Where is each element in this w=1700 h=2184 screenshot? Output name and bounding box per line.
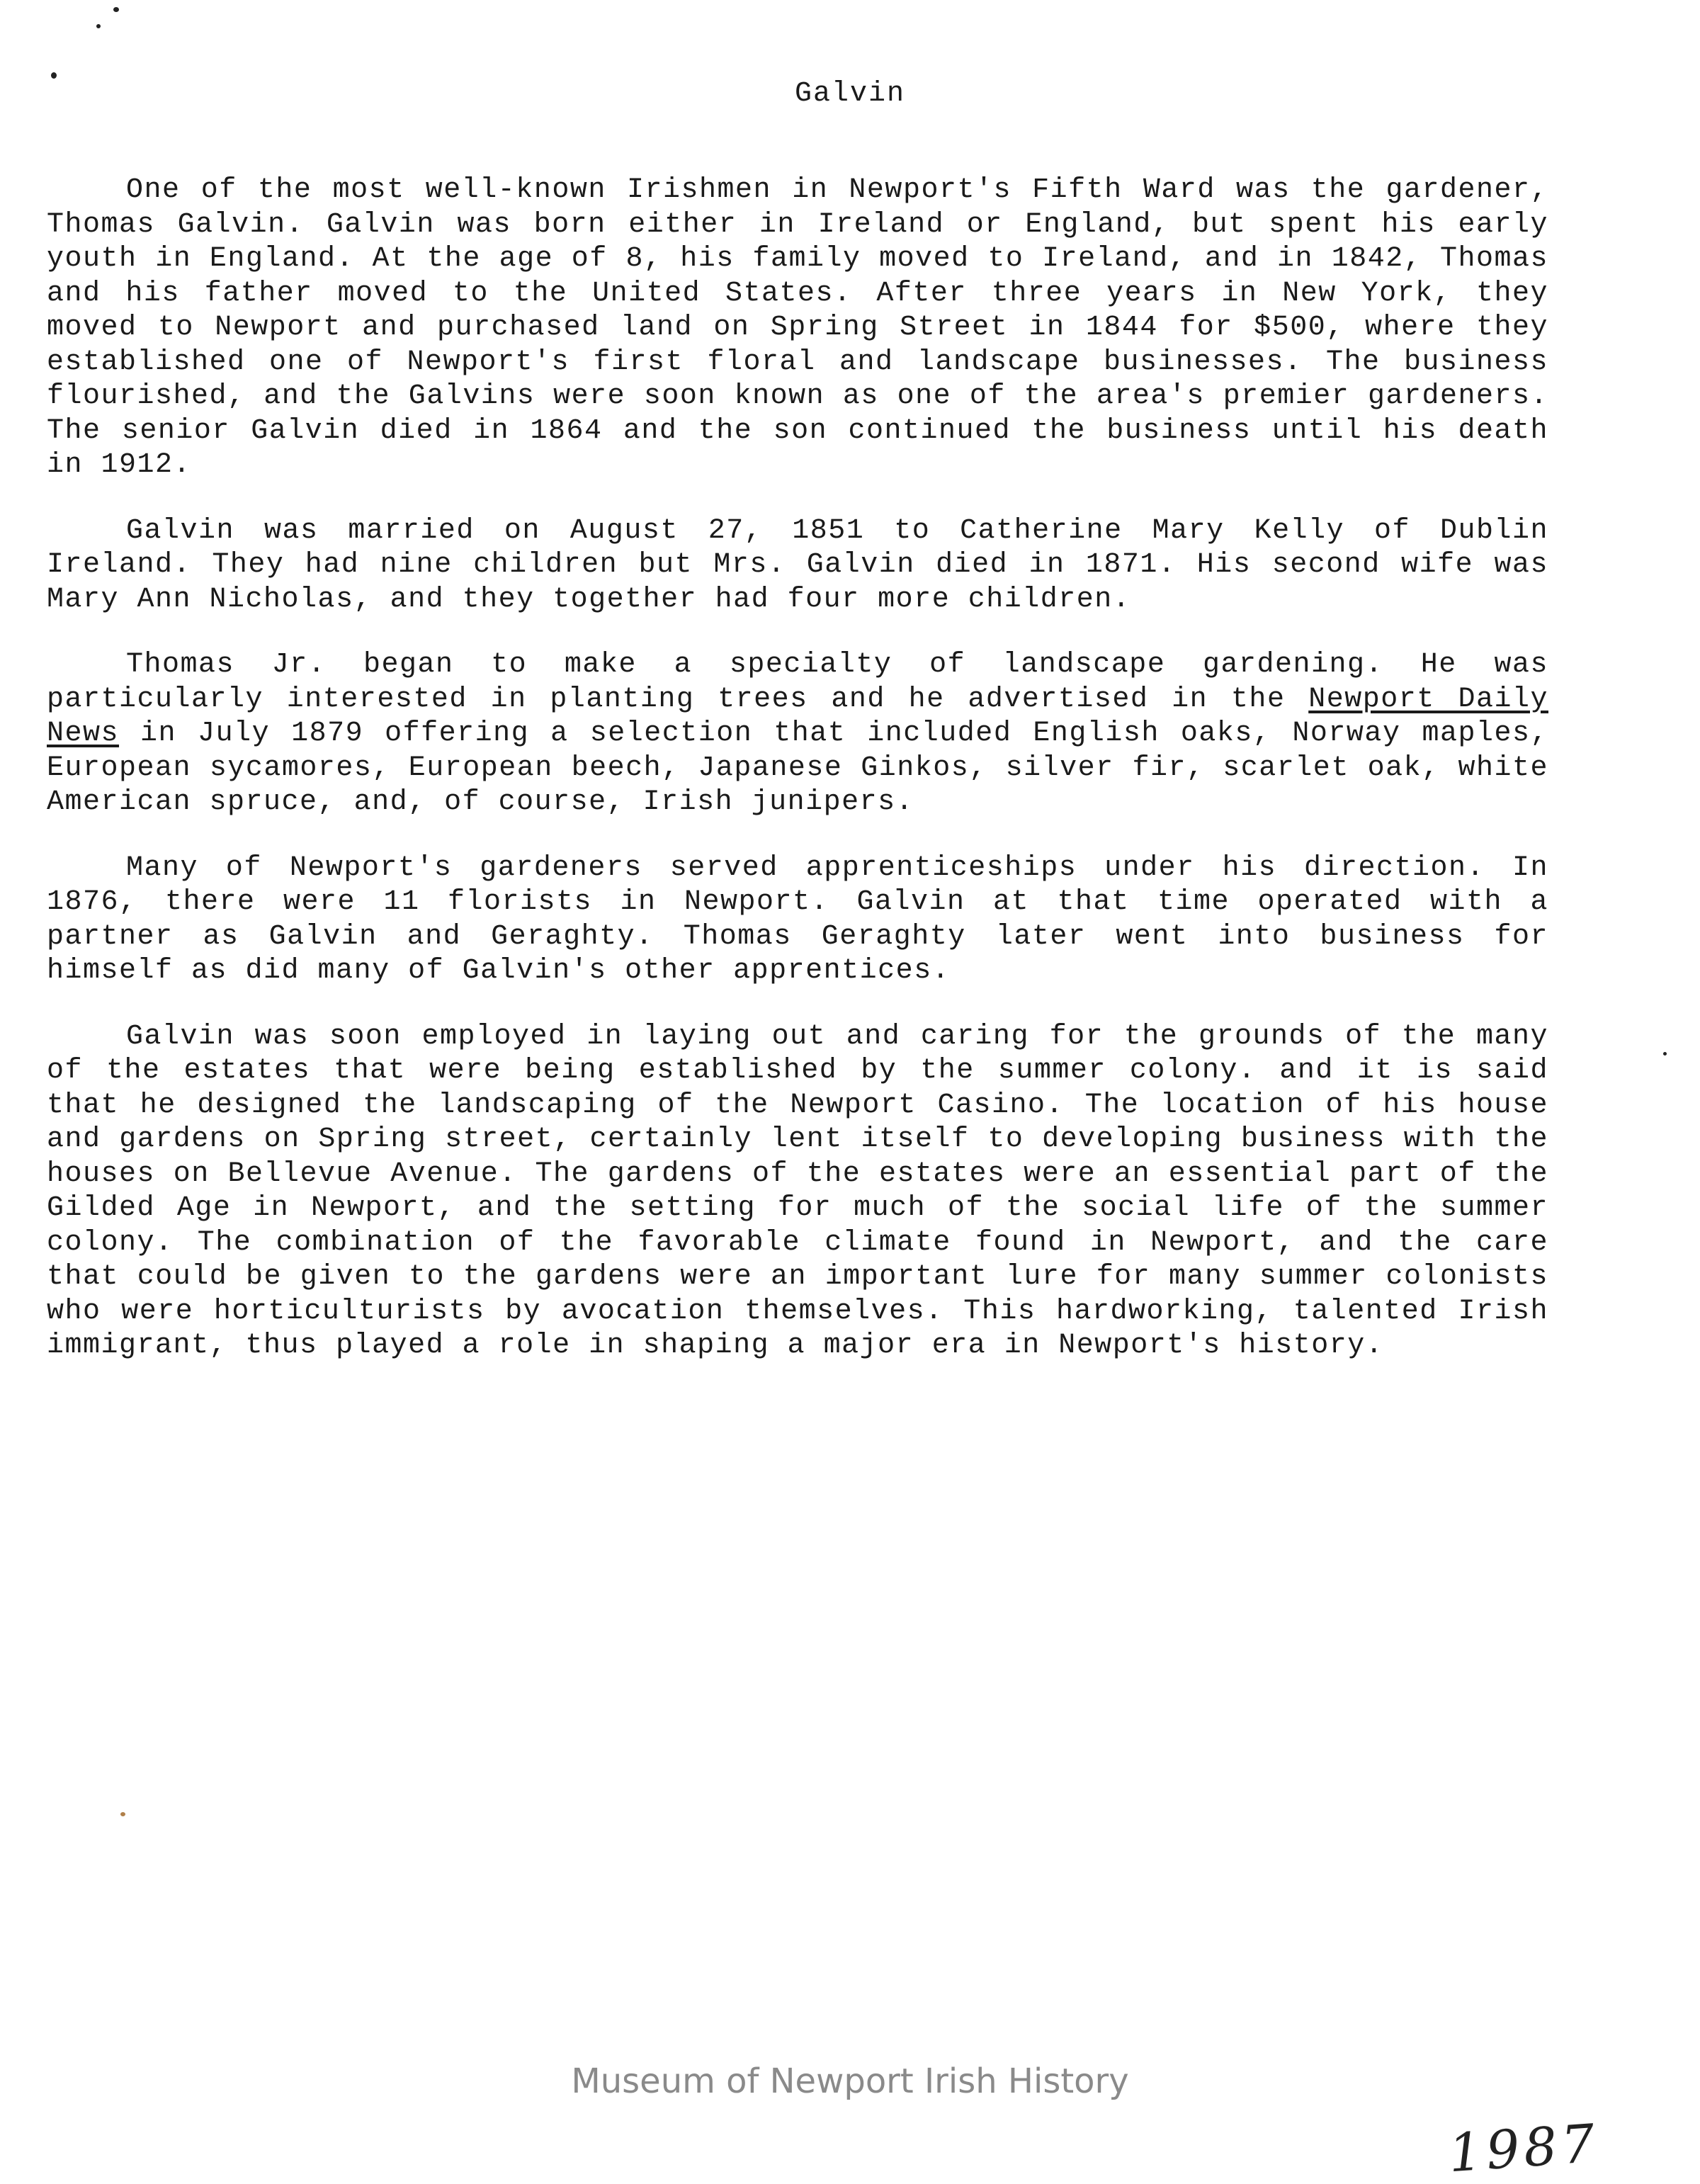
body-paragraph [47, 648, 1548, 820]
paragraph-text: Thomas Jr. began to make a specialty of landscape gardening. He was particularly interested in planting trees and he advertised in the [47, 649, 1548, 715]
paragraph-text: Galvin was soon employed in laying out and caring for the grounds of the many of the estates that were being established by the summer colony. and it is said that he designed the landscaping of the Newport Casino. The location of his house and gardens on Spring street, certainly lent itself to developing business with the houses on Bellevue Avenue. The gardens of the estates were an essential part of the Gilded Age in Newport, and the setting for much of the social life of the summer colony. The combination of the favorable climate found in Newport, and the care that could be given to the gardens were an important lure for many summer colonists who were horticulturists by avocation themselves. This hardworking, talented Irish immigrant, thus played a role in shaping a major era in Newport's history. [47, 1020, 1548, 1362]
paragraph-text: Galvin was married on August 27, 1851 to Catherine Mary Kelly of Dublin Ireland. They had nine children but Mrs. Galvin died in 1871. His second wife was Mary Ann Nicholas, and they together had four more children. [47, 514, 1548, 616]
body-paragraph [47, 851, 1548, 989]
body-paragraph [47, 1020, 1548, 1364]
scan-speck [120, 1812, 125, 1816]
underlined-publication-name: Newport Daily News [47, 683, 1548, 749]
body-paragraph [47, 174, 1548, 483]
paragraph-text: One of the most well-known Irishmen in Newport's Fifth Ward was the gardener, Thomas Galvin. Galvin was born either in Ireland or England, but spent his early youth in England. At the age of 8, his family moved to Ireland, and in 1842, Thomas and his father moved to the United States. After three years in New York, they moved to Newport and purchased land on Spring Street in 1844 for $500, where they established one of Newport's first floral and landscape businesses. The business flourished, and the Galvins were soon known as one of the area's premier gardeners. The senior Galvin died in 1864 and the son continued the business until his death in 1912. [47, 174, 1548, 481]
paragraph-text: Many of Newport's gardeners served apprenticeships under his direction. In 1876, there were 11 florists in Newport. Galvin at that time operated with a partner as Galvin and Geraghty. Thomas Geraghty later went into business for himself as did many of Galvin's other apprentices. [47, 851, 1548, 987]
body-paragraph [47, 514, 1548, 618]
museum-footer: Museum of Newport Irish History [571, 2061, 1129, 2101]
scan-speck [1663, 1052, 1667, 1056]
scan-speck [96, 24, 101, 28]
handwritten-year: 1987 [1446, 2112, 1602, 2184]
scan-speck [113, 7, 119, 12]
paragraph-text: in July 1879 offering a selection that included English oaks, Norway maples, European sycamores, European beech, Japanese Ginkos, silver fir, scarlet oak, white American spruce, and, of course, Irish junipers. [47, 718, 1548, 818]
document-body [47, 174, 1548, 1395]
document-title: Galvin [794, 78, 906, 110]
